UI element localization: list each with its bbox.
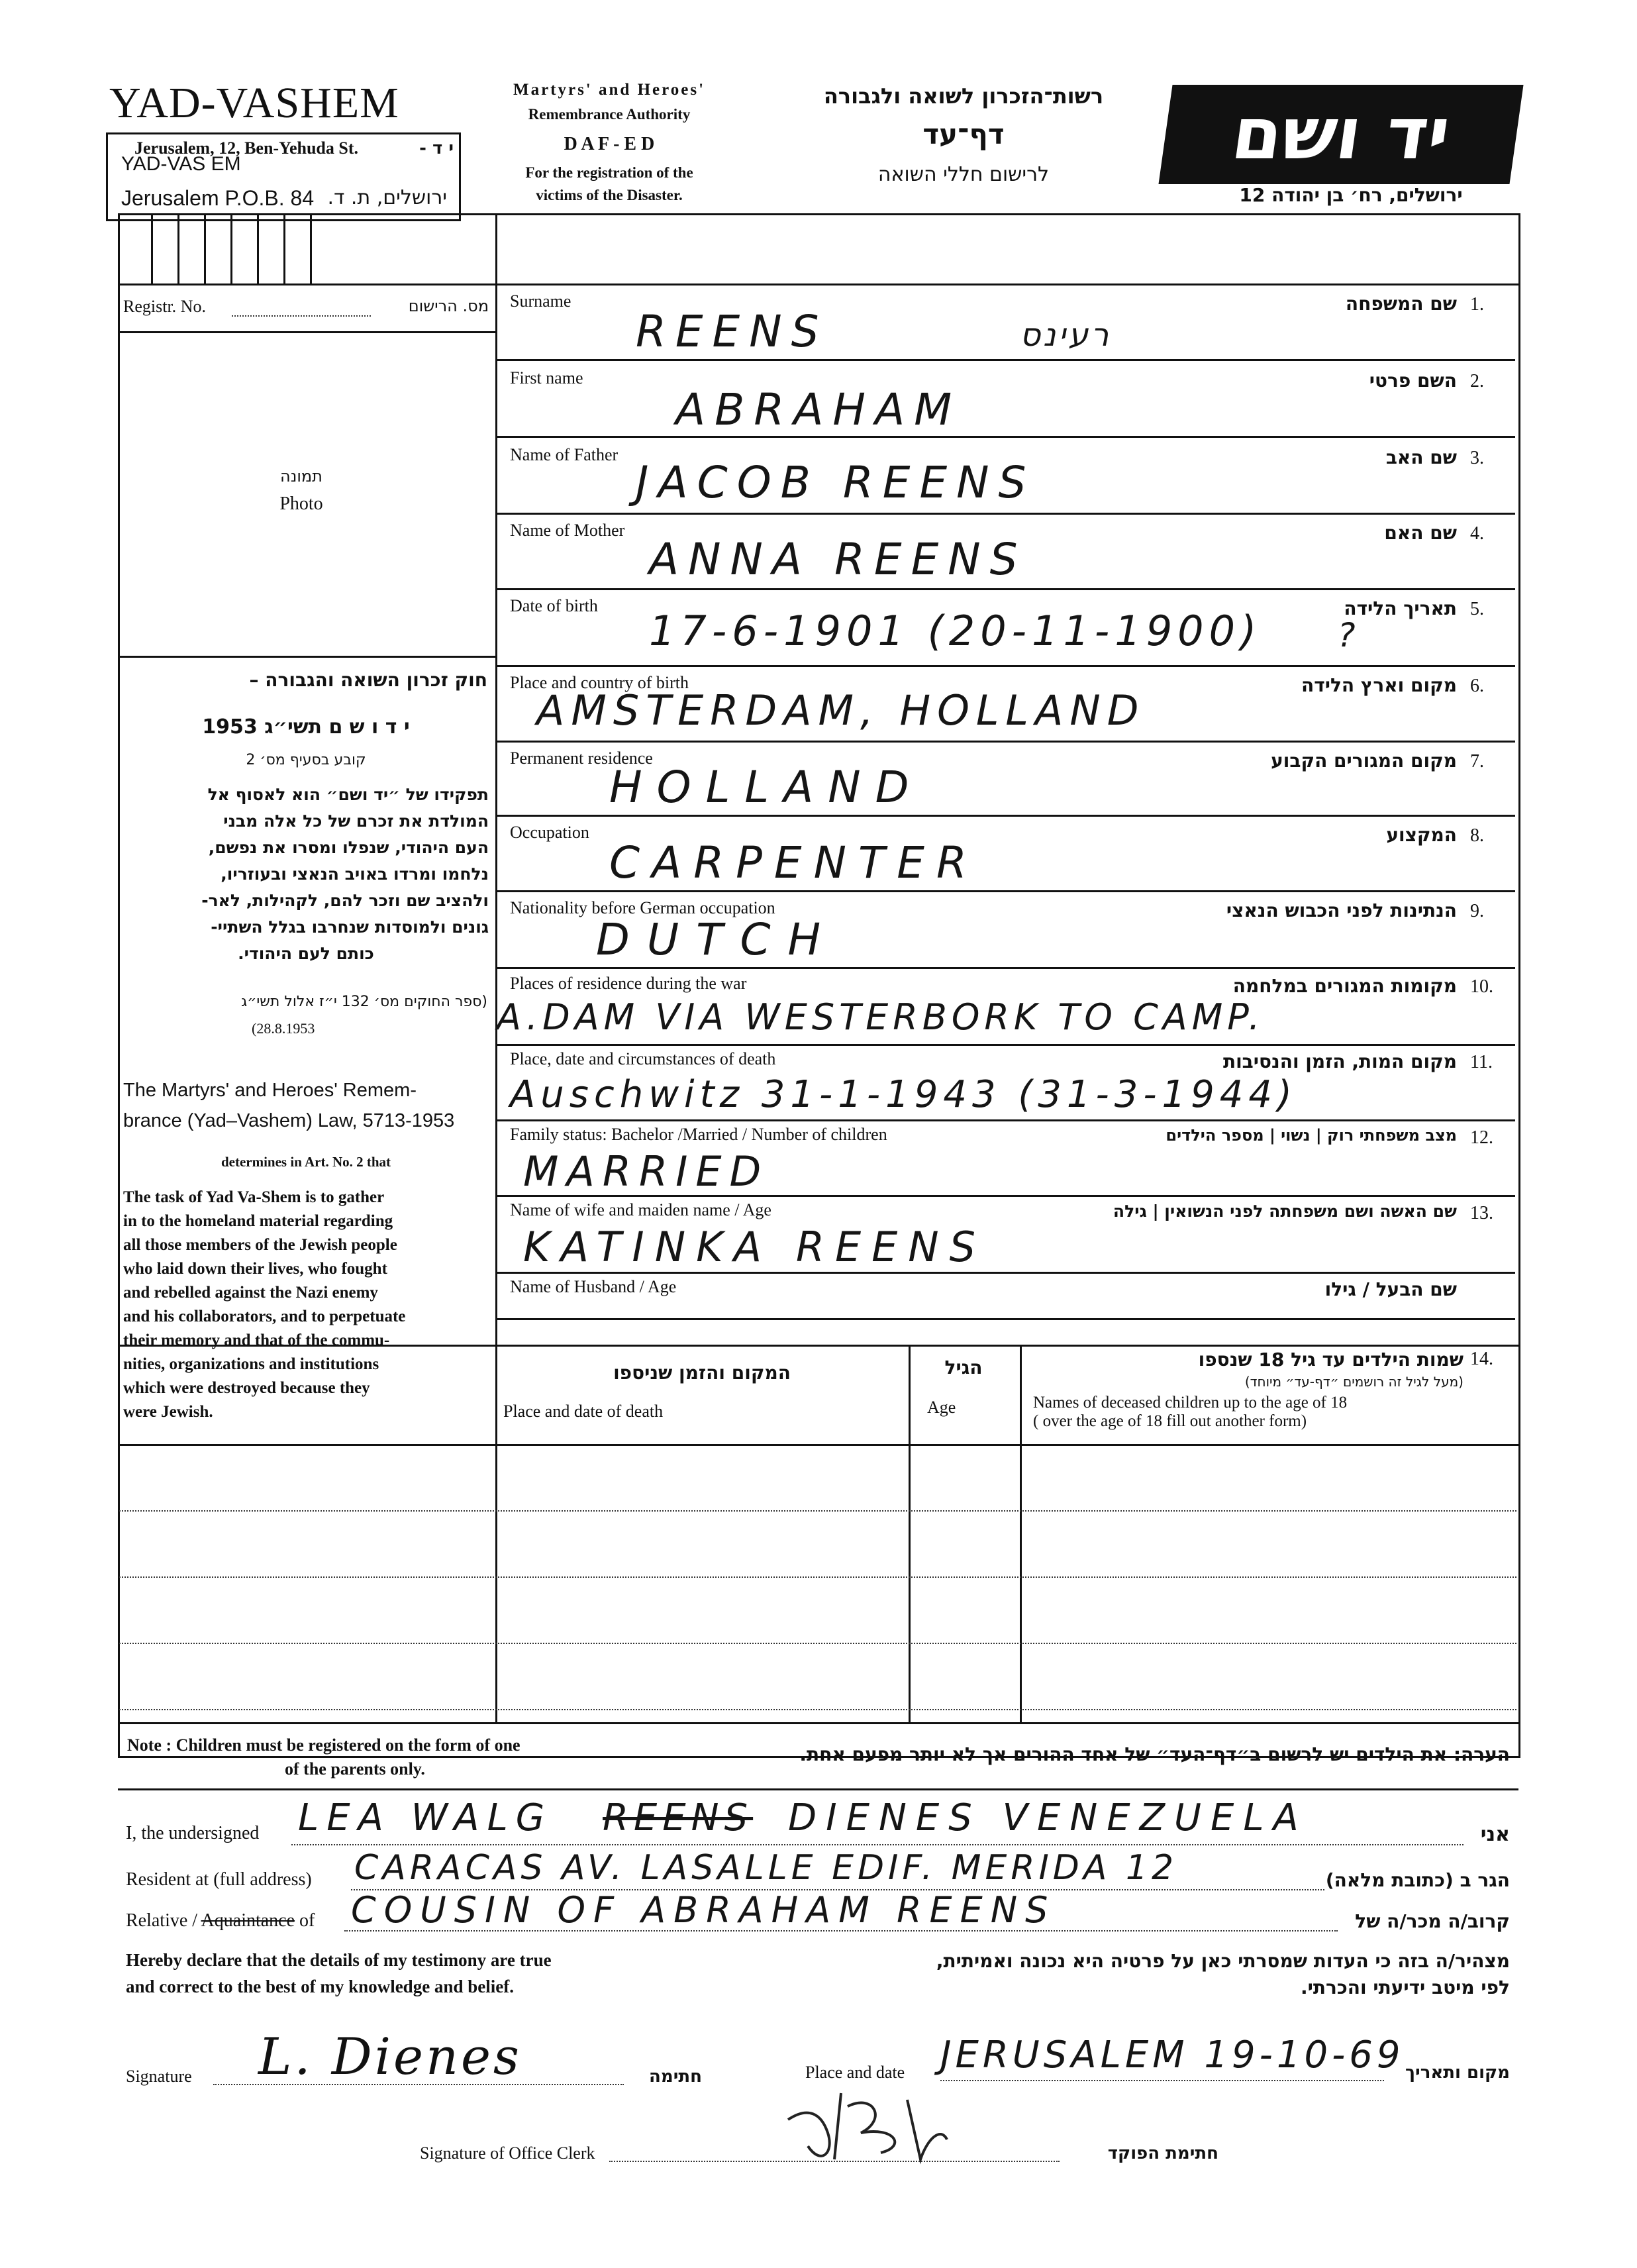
resident-label: Resident at (full address) (126, 1869, 312, 1890)
he-authority: רשות־הזכרון לשואה ולגבורה (823, 83, 1104, 109)
occupation-label: Occupation (510, 823, 589, 842)
law-he-sub: קובע בסעיף מס׳ 2 (246, 752, 366, 768)
relative-he: קרוב/ה מכר/ה של (1355, 1910, 1510, 1932)
resident-value[interactable]: CARACAS AV. LASALLE EDIF. MERIDA 12 (354, 1848, 1178, 1888)
org-name: YAD-VASHEM (109, 79, 399, 127)
law-he-line: תפקידו של ״יד ושם״ הוא לאסוף אל (207, 785, 489, 804)
photo-he: תמונה (280, 467, 322, 486)
war-residence-label: Places of residence during the war (510, 974, 747, 993)
war-residence-label-he: מקומות המגורים במלחמה (1232, 975, 1457, 997)
age-en: Age (927, 1398, 956, 1417)
form-title: D A F - E D (564, 134, 655, 154)
signature-value[interactable]: L. Dienes (258, 2027, 522, 2086)
husband-label-he: שם הבעל / גילו (1324, 1278, 1457, 1300)
undersigned-value[interactable]: LEA WALG (298, 1796, 553, 1839)
children-note-he: (מעל לגיל זה רושמים ״דף-עד״ מיוחד) (1244, 1374, 1463, 1390)
stamp-top: YAD-VAS EM (121, 153, 241, 175)
wife-value[interactable]: KATINKA REENS (523, 1223, 987, 1271)
mother-label-he: שם האם (1384, 522, 1457, 544)
nationality-label: Nationality before German occupation (510, 898, 775, 917)
age-he: הגיל (944, 1357, 983, 1378)
place-date-label: Place and date (805, 2063, 905, 2082)
law-he-title: חוק זכרון השואה והגבורה – (249, 669, 487, 691)
field-num: 9. (1470, 901, 1484, 921)
yad-vashem-logo (1158, 85, 1523, 184)
occupation-label-he: המקצוע (1386, 824, 1457, 846)
death-value[interactable]: Auschwitz 31-1-1943 (31-3-1944) (510, 1073, 1297, 1116)
law-en-title-1: The Martyrs' and Heroes' Remem- (123, 1080, 417, 1101)
he-subtitle: לרישום חללי השואה (877, 163, 1050, 186)
signature-he: חתימה (649, 2067, 702, 2087)
occupation-value[interactable]: CARPENTER (609, 837, 979, 888)
surname-he-value[interactable]: רעינס (1020, 317, 1112, 354)
field-num: 12. (1470, 1127, 1493, 1148)
family-status-value[interactable]: MARRIED (523, 1147, 769, 1196)
undersigned-struck[interactable]: REENS (603, 1796, 754, 1839)
field-num: 6. (1470, 676, 1484, 696)
law-en-line: were Jewish. (123, 1403, 213, 1421)
registr-label: Registr. No. (123, 297, 206, 316)
wife-label-he: שם האשה ושם משפחתה לפני הנשואין | גילה (1113, 1202, 1457, 1221)
clerk-label: Signature of Office Clerk (420, 2143, 595, 2163)
death-label-he: מקום המות, הזמן והנסיבות (1222, 1051, 1457, 1072)
photo-en: Photo (279, 493, 323, 514)
law-en-line: in to the homeland material regarding (123, 1212, 393, 1230)
dob-value[interactable]: 17-6-1901 (20-11-1900) (649, 607, 1262, 655)
declare-en-1: Hereby declare that the details of my testimony are true (126, 1950, 552, 1970)
signature-label: Signature (126, 2067, 192, 2086)
authority-line2: Remembrance Authority (528, 106, 691, 123)
declare-en-2: and correct to the best of my knowledge and belief. (126, 1977, 514, 1996)
resident-he: הגר ב (כתובת מלאה) (1325, 1869, 1510, 1891)
place-date-value[interactable]: JERUSALEM 19-10-69 (940, 2034, 1405, 2077)
field-num: 10. (1470, 976, 1493, 997)
form-subtitle2: victims of the Disaster. (536, 187, 683, 203)
law-en-line: their memory and that of the commu- (123, 1331, 390, 1349)
family-status-label: Family status: Bachelor /Married / Number of children (510, 1125, 887, 1144)
law-he-name: י ד ו ש ם תשי״ג 1953 (202, 715, 410, 739)
surname-label-he: שם המשפחה (1345, 293, 1457, 315)
address-line: Jerusalem, 12, Ben-Yehuda St. (134, 138, 359, 158)
field-num: 3. (1470, 448, 1484, 468)
father-label: Name of Father (510, 445, 619, 464)
law-he-line: כותם לעם היהודי. (238, 944, 374, 963)
law-en-determines: determines in Art. No. 2 that (221, 1154, 391, 1170)
war-residence-value[interactable]: A.DAM VIA WESTERBORK TO CAMP. (497, 996, 1265, 1038)
law-en-line: and his collaborators, and to perpetuate (123, 1308, 406, 1325)
law-en-line: The task of Yad Va-Shem is to gather (123, 1188, 385, 1206)
registr-he: מס. הרישום (408, 297, 489, 315)
children-title-he: שמות הילדים עד גיל 18 שנספו (1198, 1349, 1463, 1370)
law-he-line: גונים ולמוסדות שנחרבו בגלל השתיי- (211, 917, 489, 937)
mother-value[interactable]: ANNA REENS (649, 534, 1027, 585)
first-name-label: First name (510, 368, 583, 387)
residence-label: Permanent residence (510, 748, 653, 768)
relative-label (126, 1910, 315, 1932)
first-name-label-he: השם פרטי (1369, 370, 1457, 391)
nationality-value[interactable]: DUTCH (596, 914, 838, 965)
relative-value[interactable]: COUSIN OF ABRAHAM REENS (351, 1889, 1056, 1931)
first-name-value[interactable]: ABRAHAM (675, 384, 962, 435)
field-num: 11. (1470, 1052, 1493, 1072)
declare-he-1: מצהיר/ה בזה כי העדות שמסרתי כאן על פרטיה היא נכונה ואמיתית, (936, 1950, 1510, 1972)
law-en-line: and rebelled against the Nazi enemy (123, 1284, 378, 1302)
he-address: ירושלים, רח׳ בן יהודה 12 (1239, 184, 1463, 206)
dob-question[interactable]: ? (1338, 616, 1365, 654)
address-stamp-box (106, 132, 461, 221)
place-en: Place and date of death (503, 1402, 664, 1421)
law-en-line: nities, organizations and institutions (123, 1355, 379, 1373)
field-num: 5. (1470, 599, 1484, 619)
relative-word: Relative / (126, 1910, 198, 1931)
field-num: 14. (1470, 1349, 1493, 1369)
surname-value[interactable]: REENS (636, 306, 828, 357)
father-label-he: שם האב (1385, 446, 1457, 468)
undersigned-value-2[interactable]: DIENES VENEZUELA (788, 1796, 1308, 1839)
children-title-en-2: ( over the age of 18 fill out another form) (1033, 1412, 1307, 1430)
birthplace-label-he: מקום וארץ הלידה (1301, 674, 1457, 696)
law-en-title-2: brance (Yad–Vashem) Law, 5713-1953 (123, 1110, 455, 1131)
he-title: דף־עד (922, 118, 1005, 150)
father-value[interactable]: JACOB REENS (636, 457, 1036, 508)
wife-label: Name of wife and maiden name / Age (510, 1200, 771, 1219)
family-status-label-he: מצב משפחתי רוק | נשוי | מספר הילדים (1166, 1126, 1457, 1145)
stamp-bottom: Jerusalem P.O.B. 84 (121, 186, 315, 210)
law-en-line: who laid down their lives, who fought (123, 1260, 387, 1278)
law-he-body (123, 782, 489, 967)
children-title-en-1: Names of deceased children up to the age of 18 (1033, 1394, 1348, 1412)
law-he-line: ולהציב שם וזכר להם, לקהילות, לאר- (201, 891, 489, 910)
husband-label: Name of Husband / Age (510, 1277, 677, 1296)
birthplace-label: Place and country of birth (510, 673, 689, 692)
stamp-bottom-he: ירושלים, ת. ד. (327, 186, 447, 209)
law-en-body (123, 1186, 477, 1424)
acquaintance-word: Aquaintance (201, 1910, 295, 1931)
note-he: הערה: את הילדים יש לרשום ב״דף־העד״ של אחד ההורים אך לא יותר מפעם אחת. (799, 1743, 1510, 1765)
dob-label-he: תאריך הלידה (1344, 597, 1457, 619)
law-he-date: (28.8.1953 (252, 1020, 315, 1037)
undersigned-label: I, the undersigned (126, 1823, 260, 1843)
residence-label-he: מקום המגורים הקבוע (1271, 750, 1457, 772)
nationality-label-he: הנתינות לפני הכבוש הנאצי (1226, 900, 1457, 921)
table-top (118, 1345, 1518, 1347)
field-num: 13. (1470, 1203, 1493, 1223)
law-en-line: all those members of the Jewish people (123, 1236, 397, 1254)
surname-label: Surname (510, 291, 571, 311)
law-he-line: נלחמו ומרדו באויב הנאצי ובעוזריו, (221, 864, 489, 884)
death-label: Place, date and circumstances of death (510, 1049, 776, 1068)
mother-label: Name of Mother (510, 521, 625, 540)
place-he: המקום והזמן שניספו (613, 1362, 791, 1384)
law-he-ref: (ספר החוקים מס׳ 132 י״ז אלול תשי״ג (241, 994, 487, 1010)
field-num: 8. (1470, 825, 1484, 846)
undersigned-he: אני (1480, 1823, 1510, 1846)
residence-value[interactable]: HOLLAND (609, 762, 924, 813)
birthplace-value[interactable]: AMSTERDAM, HOLLAND (536, 686, 1146, 735)
field-num: 1. (1470, 294, 1484, 315)
address-line-he: י ד - (419, 138, 454, 158)
declare-he-2: לפי מיטב ידיעתי והכרתי. (1301, 1977, 1510, 1998)
law-he-line: העם היהודי, שנפלו ומסרו את נפשם, (208, 838, 489, 857)
clerk-signature-mark (781, 2080, 954, 2173)
field-num: 4. (1470, 523, 1484, 544)
law-en-line: which were destroyed because they (123, 1379, 370, 1397)
field-num: 2. (1470, 371, 1484, 391)
logo-text: יד ושם (1226, 93, 1456, 176)
dob-label: Date of birth (510, 596, 598, 615)
law-he-line: המולדת את זכרם של כל אלה מבני (223, 811, 489, 831)
place-date-he: מקום ותאריך (1405, 2063, 1510, 2083)
field-num: 7. (1470, 751, 1484, 772)
note-en-1: Note : Children must be registered on the form of one (127, 1735, 521, 1755)
clerk-he: חתימת הפוקד (1107, 2143, 1218, 2163)
form-subtitle1: For the registration of the (525, 164, 693, 181)
relative-of: of (299, 1910, 315, 1931)
note-en-2: of the parents only. (285, 1759, 425, 1778)
authority-line1: Martyrs' and Heroes' (513, 81, 706, 99)
